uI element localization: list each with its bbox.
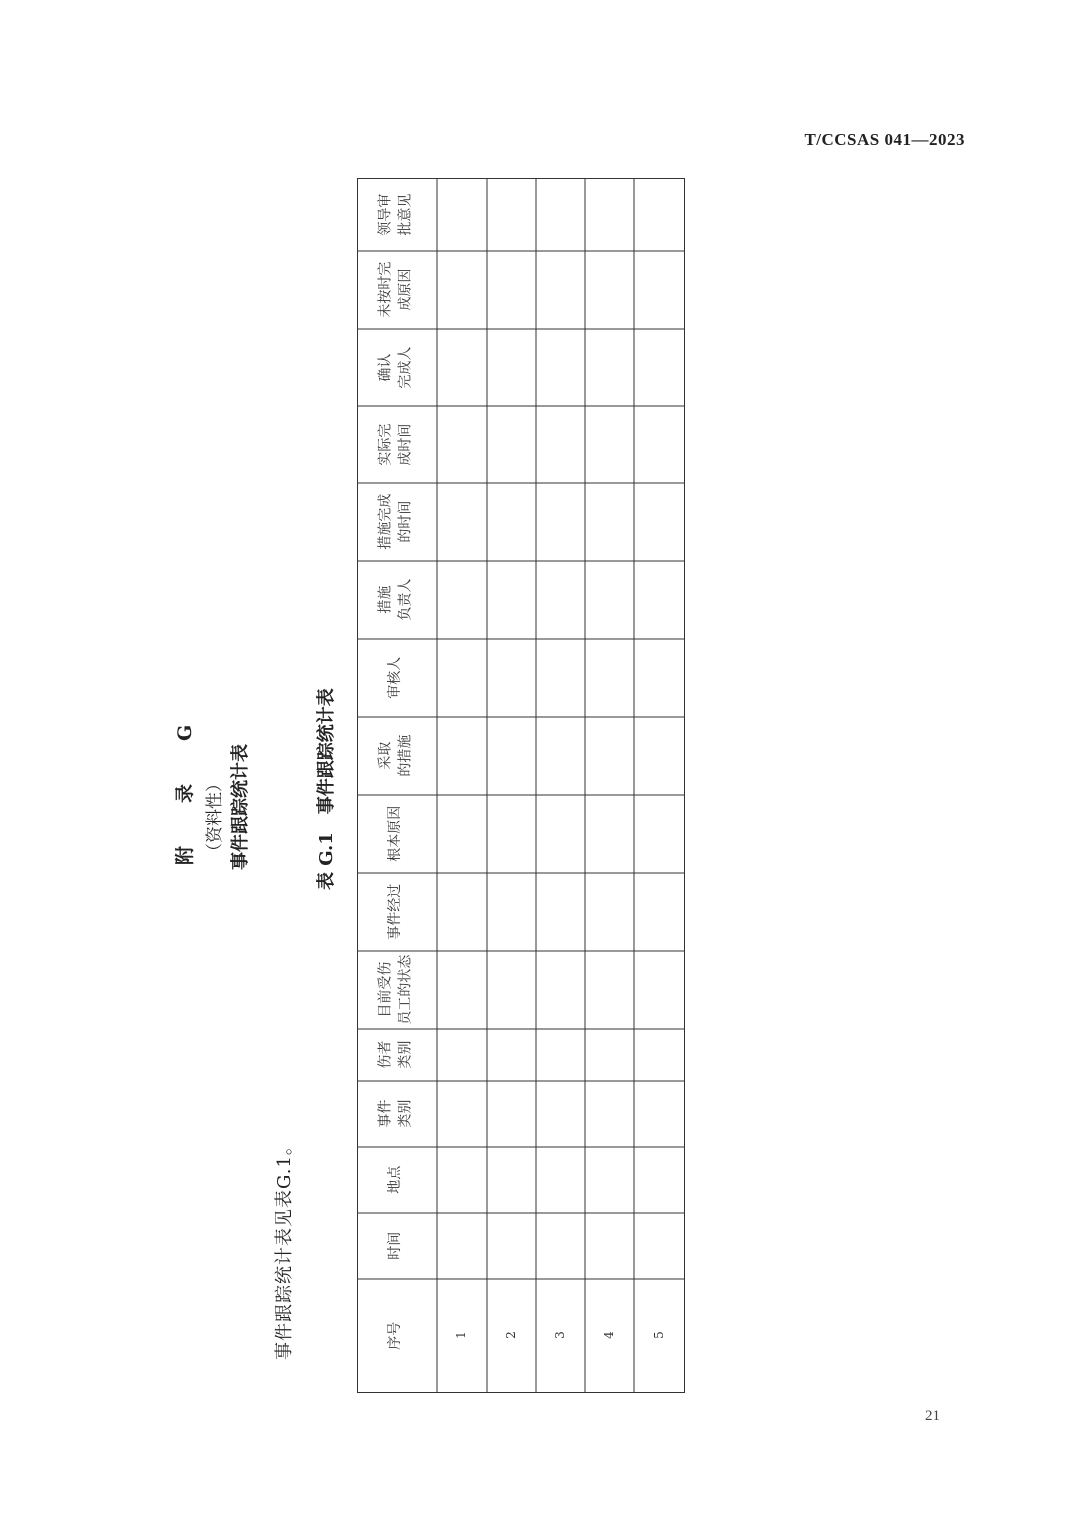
header-line-2: 完成人 — [397, 346, 413, 389]
table-header-cell — [357, 483, 435, 561]
table-header-text — [386, 657, 406, 699]
header-line-1: 措施 — [377, 586, 394, 614]
table-header-cell — [357, 795, 435, 873]
row-number: 4 — [601, 1331, 616, 1339]
table-title: 表 G.1 事件跟踪统计表 — [316, 688, 337, 890]
header-line-1: 伤者 — [377, 1041, 394, 1069]
page-number: 21 — [925, 1408, 940, 1424]
table-header-text — [386, 884, 406, 940]
table-header-text — [386, 1232, 406, 1260]
table-header-text — [376, 194, 415, 236]
header-line-1: 采取 — [377, 742, 394, 770]
table-header-text — [376, 494, 415, 550]
table-header-cell — [357, 639, 435, 717]
table-header-text — [376, 1041, 415, 1069]
header-line-1: 序号 — [387, 1322, 404, 1350]
table-header-text — [376, 424, 415, 466]
table-header-text — [386, 1322, 406, 1350]
table-header-text — [376, 347, 415, 389]
event-tracking-table — [357, 178, 685, 1393]
intro-text: 事件跟踪统计表见表G.1。 — [274, 1136, 295, 1360]
table-header-text — [386, 806, 406, 862]
appendix-name: 事件跟踪统计表 — [230, 744, 251, 870]
table-header-cell — [357, 178, 435, 251]
table-header-cell — [357, 561, 435, 639]
header-line-1: 事件经过 — [387, 884, 404, 940]
header-line-2: 员工的状态 — [397, 955, 413, 1025]
header-line-2: 负责人 — [397, 579, 413, 621]
row-number: 3 — [552, 1331, 567, 1339]
table-header-cell — [357, 1279, 435, 1393]
header-line-2: 的措施 — [397, 735, 413, 777]
header-line-1: 目前受伤 — [377, 962, 394, 1018]
header-line-2: 成原因 — [397, 269, 413, 311]
appendix-title: 附 录 G — [174, 712, 196, 865]
header-line-1: 根本原因 — [387, 806, 404, 862]
table-header-text — [376, 955, 415, 1025]
table-header-text — [376, 735, 415, 777]
table-header-text — [386, 1166, 406, 1194]
row-number: 5 — [651, 1331, 666, 1339]
header-line-1: 确认 — [377, 353, 394, 382]
table-header-cell — [357, 1029, 435, 1081]
table-header-cell — [357, 951, 435, 1029]
table-header-text — [376, 262, 415, 318]
table-header-cell — [357, 717, 435, 795]
row-number: 2 — [503, 1331, 518, 1339]
header-line-1: 措施完成 — [377, 494, 394, 550]
header-line-1: 实际完 — [377, 423, 394, 466]
table-header-cell — [357, 1081, 435, 1147]
header-line-1: 地点 — [387, 1166, 404, 1194]
appendix-note: （资料性） — [205, 775, 225, 860]
table-header-cell — [357, 251, 435, 329]
table-header-cell — [357, 1213, 435, 1279]
header-line-1: 审核人 — [387, 657, 404, 699]
header-line-2: 批意见 — [397, 193, 413, 236]
header-line-2: 类别 — [397, 1041, 413, 1069]
header-line-1: 未按时完 — [377, 262, 394, 318]
header-line-1: 领导审 — [377, 193, 394, 236]
table-header-cell — [357, 329, 435, 406]
table-header-cell — [357, 406, 435, 483]
header-line-1: 时间 — [387, 1232, 404, 1260]
table-header-text — [376, 1100, 415, 1128]
document-code: T/CCSAS 041—2023 — [804, 130, 965, 149]
table-header-cell — [357, 1147, 435, 1213]
table-header-text — [376, 579, 415, 621]
header-line-2: 成时间 — [397, 423, 413, 466]
header-line-1: 事件 — [377, 1100, 394, 1128]
row-number: 1 — [453, 1331, 468, 1339]
header-line-2: 的时间 — [397, 501, 413, 543]
header-line-2: 类别 — [397, 1100, 413, 1128]
table-header-cell — [357, 873, 435, 951]
